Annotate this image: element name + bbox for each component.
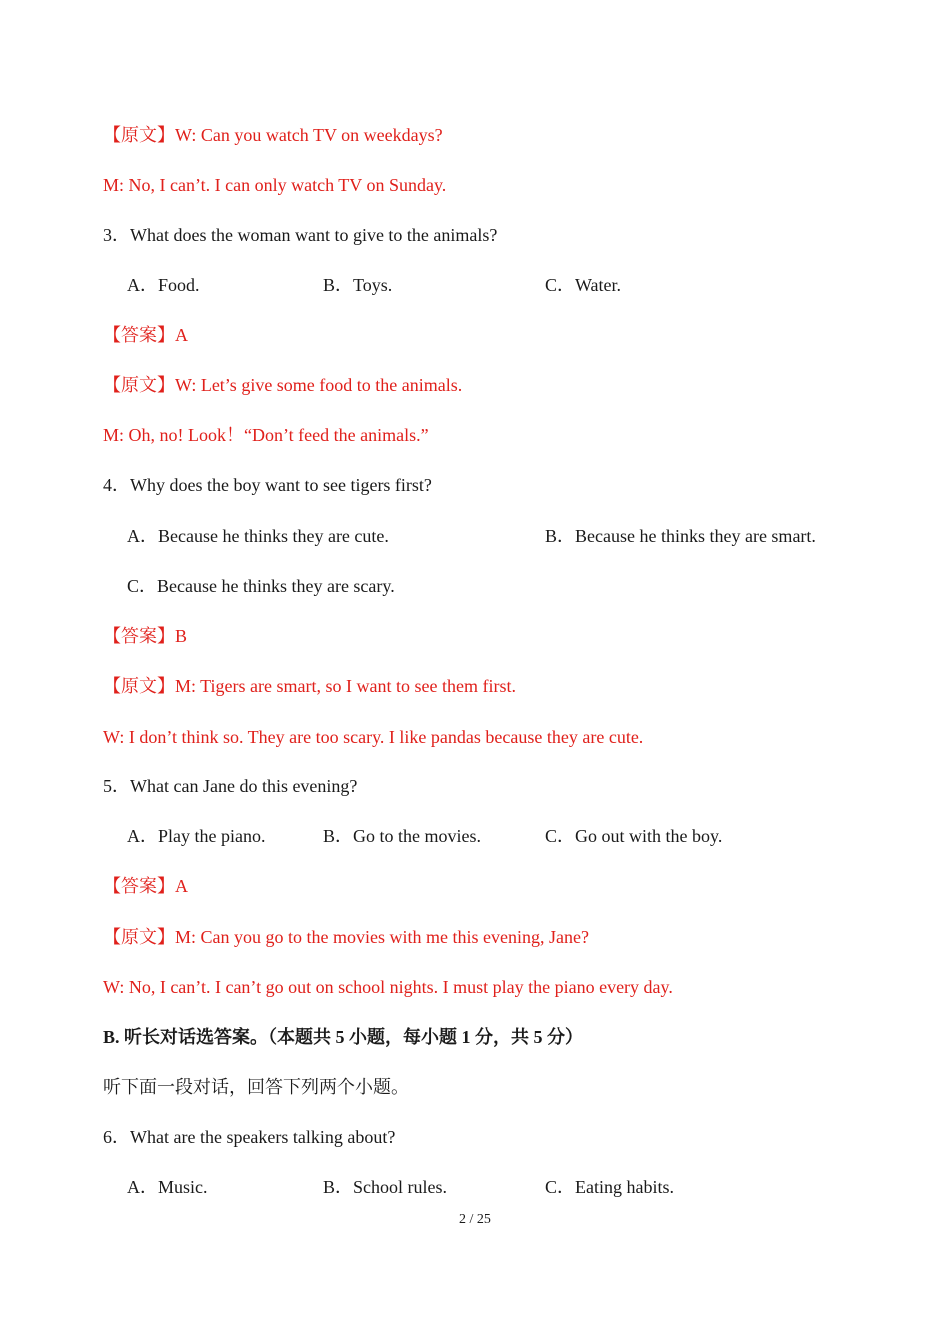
q3-script-man: M: Oh, no! Look！“Don’t feed the animals.” <box>103 425 429 445</box>
q2-script-man: M: No, I can’t. I can only watch TV on Sunday. <box>103 175 447 195</box>
q4-question: 4．Why does the boy want to see tigers first? <box>103 475 432 495</box>
q4-option-a: A．Because he thinks they are cute. <box>127 526 389 546</box>
q5-answer: 【答案】A <box>103 876 188 896</box>
q2-script-woman: 【原文】W: Can you watch TV on weekdays? <box>103 125 443 145</box>
page-number: 2 / 25 <box>459 1212 491 1227</box>
q3-option-a: A．Food. <box>127 275 200 295</box>
q4-option-c: C．Because he thinks they are scary. <box>127 576 395 596</box>
q5-option-a: A．Play the piano. <box>127 826 266 846</box>
section-b-heading: B. 听长对话选答案。（本题共 5 小题，每小题 1 分，共 5 分） <box>103 1027 584 1047</box>
q6-question: 6．What are the speakers talking about? <box>103 1127 396 1147</box>
q6-option-a: A．Music. <box>127 1177 208 1197</box>
q6-option-b: B．School rules. <box>323 1177 447 1197</box>
q4-option-b: B．Because he thinks they are smart. <box>545 526 816 546</box>
q6-option-c: C．Eating habits. <box>545 1177 674 1197</box>
q3-option-b: B．Toys. <box>323 275 393 295</box>
q3-script-woman: 【原文】W: Let’s give some food to the animals. <box>103 375 463 395</box>
q5-script-woman: W: No, I can’t. I can’t go out on school nights. I must play the piano every day. <box>103 977 673 997</box>
q5-question: 5．What can Jane do this evening? <box>103 776 358 796</box>
q3-option-c: C．Water. <box>545 275 622 295</box>
q3-question: 3．What does the woman want to give to the animals? <box>103 225 498 245</box>
q4-answer: 【答案】B <box>103 626 188 646</box>
q5-script-man: 【原文】M: Can you go to the movies with me this evening, Jane? <box>103 927 589 947</box>
q4-script-woman: W: I don’t think so. They are too scary. I like pandas because they are cute. <box>103 727 644 747</box>
section-b-instruction: 听下面一段对话，回答下列两个小题。 <box>103 1077 409 1097</box>
q5-option-c: C．Go out with the boy. <box>545 826 723 846</box>
q5-option-b: B．Go to the movies. <box>323 826 481 846</box>
q3-answer: 【答案】A <box>103 325 188 345</box>
q4-script-man: 【原文】M: Tigers are smart, so I want to see them first. <box>103 676 516 696</box>
